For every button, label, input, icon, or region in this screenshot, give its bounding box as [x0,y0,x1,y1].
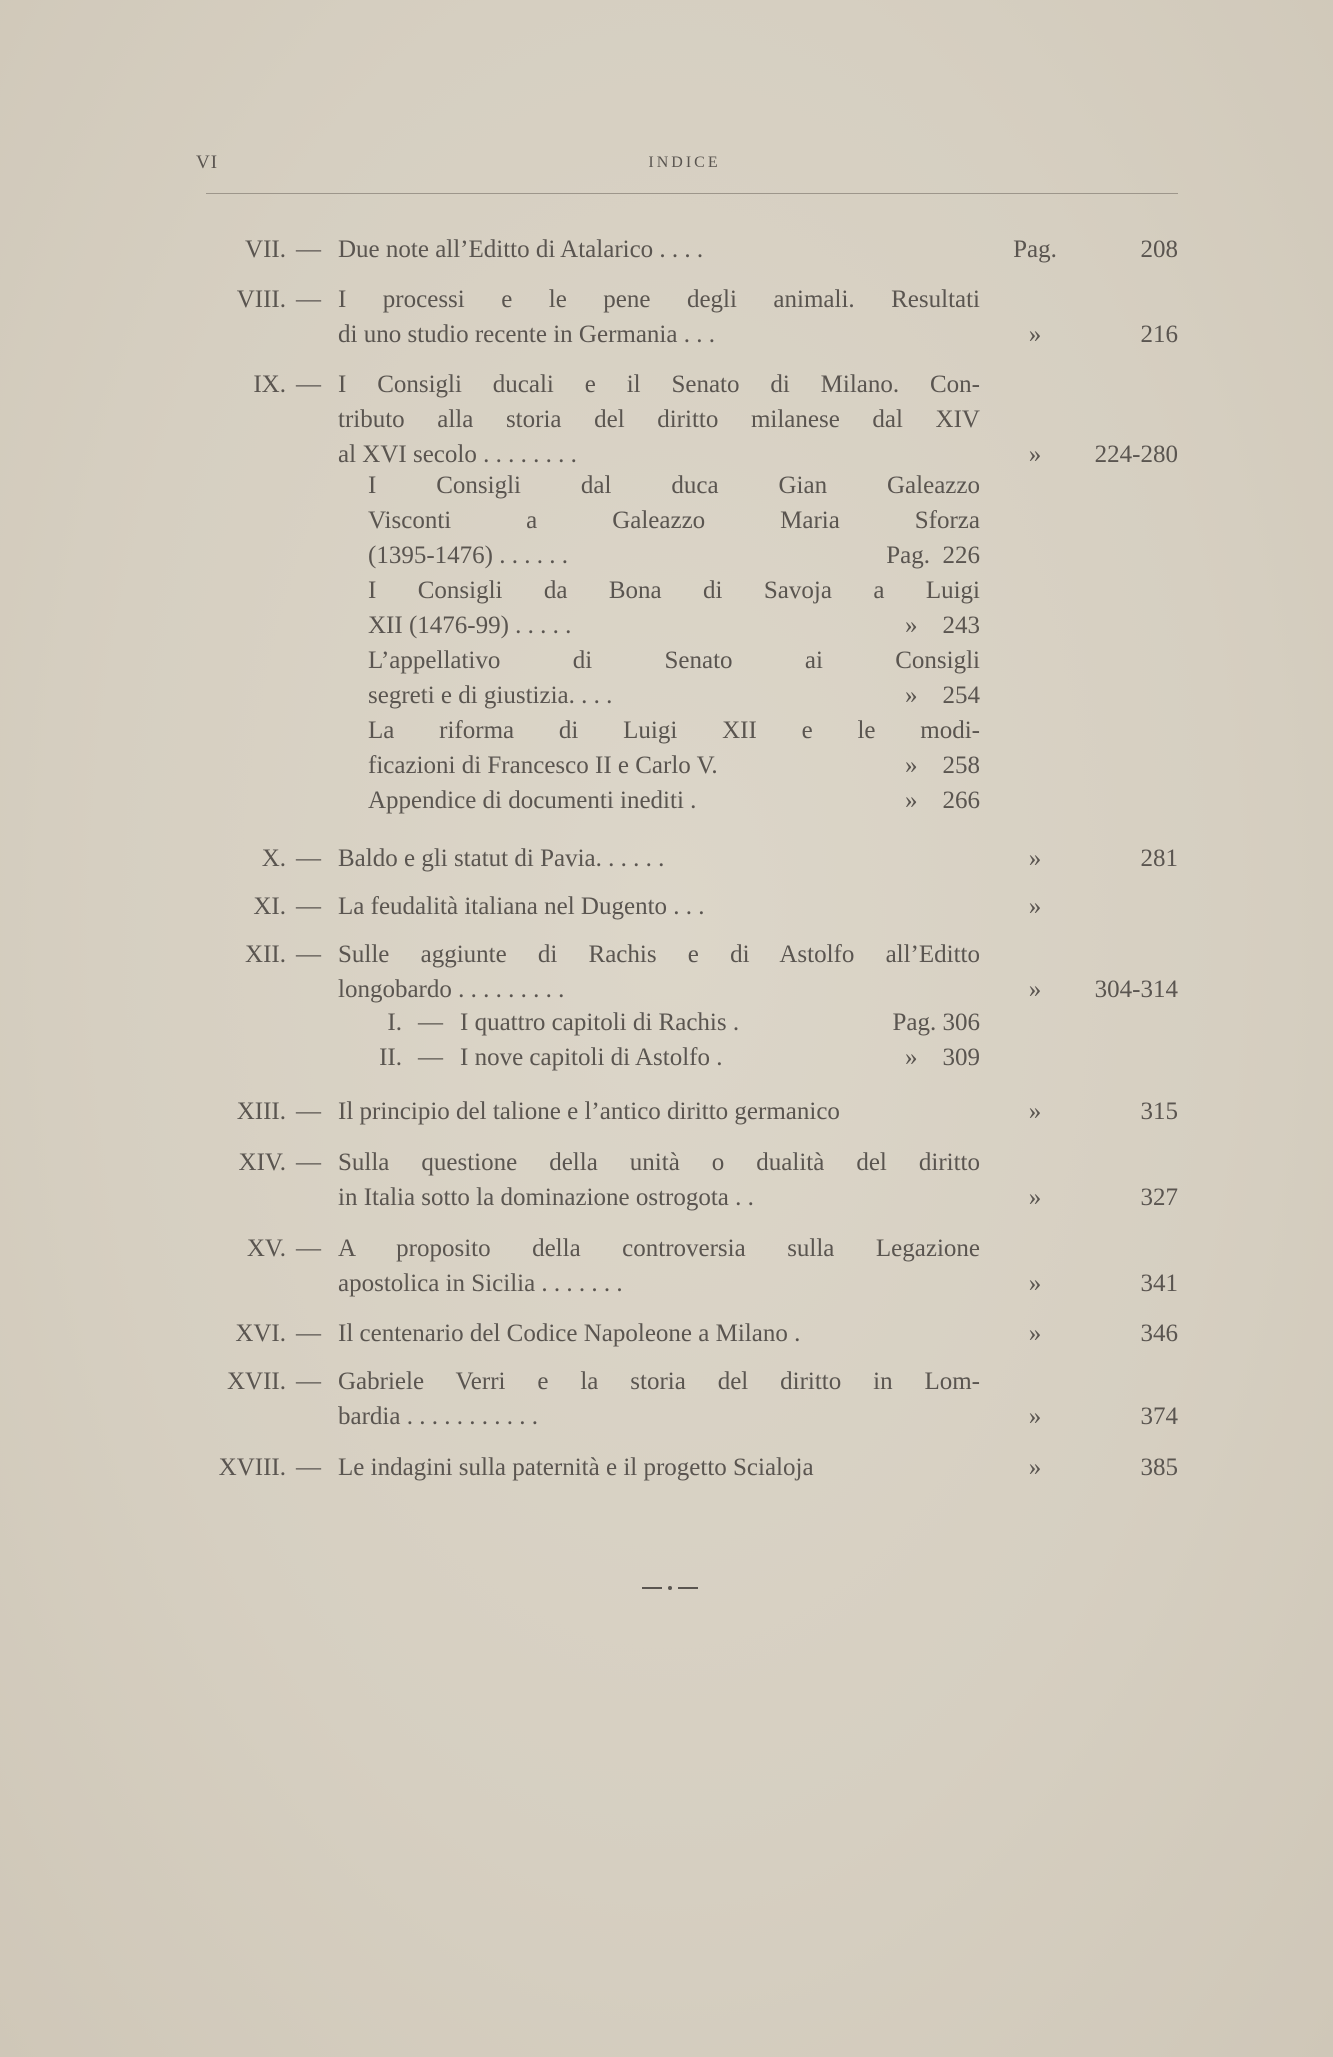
entry-number: X. [261,845,286,872]
entry-number: XIV. [238,1149,286,1176]
entry-dash: — [296,1368,321,1395]
subentry-line: La riforma di Luigi XII e le modi- [368,717,980,744]
entry-page-prefix: » [1028,1270,1042,1297]
subentry-title: I nove capitoli di Astolfo . [460,1044,723,1071]
entry-page-prefix: » [1028,1454,1042,1481]
subentry-dash: — [418,1009,443,1036]
entry-dash: — [296,845,321,872]
subentry-page [905,787,980,815]
entry-title-line: La feudalità italiana nel Dugento . . . [338,893,705,920]
subentry-line: Appendice di documenti inediti . [368,787,697,814]
page-number: VI [196,152,219,173]
xii-subentry [340,1044,980,1079]
subentry-page-prefix: » [905,752,918,779]
subentry-page-prefix: » [905,682,918,709]
end-ornament [640,1582,700,1594]
subentry-page-number: 306 [942,1009,980,1036]
entry-page-prefix: » [1028,1098,1042,1125]
running-title: INDICE [648,154,721,171]
entry-title-line: longobardo . . . . . . . . . [338,976,565,1003]
entry-number: XVII. [226,1368,286,1395]
entry-pages: 216 [1140,321,1178,348]
entry-title-line: I Consigli ducali e il Senato di Milano. Con- [338,371,980,398]
entry-dash: — [296,1235,321,1262]
entry-title-line: apostolica in Sicilia . . . . . . . [338,1270,623,1297]
subentry-line: I Consigli dal duca Gian Galeazzo [368,472,980,499]
subentry-dash: — [418,1044,443,1071]
entry-number: VIII. [236,286,286,313]
entry-page-prefix: » [1028,1320,1042,1347]
entry-page-prefix: » [1028,845,1042,872]
subentry-page-prefix: Pag. [892,1009,937,1036]
entry-pages: 281 [1140,845,1178,872]
subentry-line: segreti e di giustizia. . . . [368,682,613,709]
subentry-page-number: 258 [942,752,980,779]
entry-pages: 374 [1140,1403,1178,1430]
entry-page-prefix: Pag. [1013,236,1057,263]
subentry-page-number: 226 [942,542,980,569]
subentry-line: L’appellativo di Senato ai Consigli [368,647,980,674]
entry-title-line: A proposito della controversia sulla Legazione [338,1235,980,1262]
entry-pages: 208 [1140,236,1178,263]
subentry-page [893,1009,981,1037]
subentry-page-number: 254 [942,682,980,709]
entry-dash: — [296,1454,321,1481]
entry-dash: — [296,371,321,398]
subentry-page [905,682,980,710]
entry-title-line: Le indagini sulla paternità e il progetto Scialoja [338,1454,814,1481]
subentry-title: I quattro capitoli di Rachis . [460,1009,740,1036]
subentry-page-prefix: » [905,1044,918,1071]
subentry-page-prefix: » [905,787,918,814]
entry-title-line: Baldo e gli statut di Pavia. . . . . . [338,845,665,872]
subentry-page [905,752,980,780]
subentry-line: I Consigli da Bona di Savoja a Luigi [368,577,980,604]
entry-pages: 385 [1140,1454,1178,1481]
entry-number: XVIII. [218,1454,286,1481]
subentry-number: I. [387,1009,402,1036]
entry-number: XI. [253,893,286,920]
entry-title-line: di uno studio recente in Germania . . . [338,321,715,348]
subentry-page-number: 243 [942,612,980,639]
entry-pages: 224-280 [1094,441,1178,468]
subentry-page [905,1044,980,1072]
entry-title-line: Sulla questione della unità o dualità del diritto [338,1149,980,1176]
entry-page-prefix: » [1028,976,1042,1003]
subentry-number: II. [379,1044,402,1071]
entry-page-prefix: » [1028,441,1042,468]
entry-pages: 304-314 [1094,976,1178,1003]
ix-subentries [368,472,980,822]
xii-subentry [340,1009,980,1044]
entry-dash: — [296,1320,321,1347]
entry-number: XV. [246,1235,286,1262]
subentry-page [886,542,980,570]
subentry-page [905,612,980,640]
subentry-page-prefix: Pag. [886,542,930,569]
subentry-line: Visconti a Galeazzo Maria Sforza [368,507,980,534]
entry-title-line: I processi e le pene degli animali. Resultati [338,286,980,313]
entry-title-line: Sulle aggiunte di Rachis e di Astolfo all’Editto [338,941,980,968]
xii-subentries [340,1009,980,1079]
entry-title-line: Due note all’Editto di Atalarico . . . . [338,236,704,263]
entry-pages: 346 [1140,1320,1178,1347]
entry-pages: 315 [1140,1098,1178,1125]
entry-page-prefix: » [1028,321,1042,348]
entry-number: XIII. [236,1098,286,1125]
entry-dash: — [296,286,321,313]
subentry-page-number: 309 [942,1044,980,1071]
subentry-line: ficazioni di Francesco II e Carlo V. [368,752,718,779]
entry-dash: — [296,941,321,968]
entry-page-prefix: » [1028,893,1042,920]
subentry-page-prefix: » [905,612,918,639]
entry-title-line: tributo alla storia del diritto milanese dal XIV [338,406,980,433]
entry-title-line: al XVI secolo . . . . . . . . [338,441,577,468]
entry-page-prefix: » [1028,1184,1042,1211]
entry-number: XII. [245,941,286,968]
entry-dash: — [296,1098,321,1125]
entry-title-line: Il principio del talione e l’antico diritto germanico [338,1098,840,1125]
entry-title-line: Il centenario del Codice Napoleone a Milano . [338,1320,801,1347]
entry-pages: 341 [1140,1270,1178,1297]
entry-number: IX. [253,371,286,398]
entry-pages: 327 [1140,1184,1178,1211]
header-rule [206,193,1178,194]
entry-title-line: in Italia sotto la dominazione ostrogota . . [338,1184,754,1211]
page-header [196,152,1173,182]
entry-dash: — [296,236,321,263]
subentry-line: (1395-1476) . . . . . . [368,542,568,569]
entry-title-line: Gabriele Verri e la storia del diritto in Lom- [338,1368,980,1395]
entry-number: VII. [245,236,286,263]
entry-title-line: bardia . . . . . . . . . . . [338,1403,538,1430]
subentry-page-number: 266 [942,787,980,814]
entry-dash: — [296,893,321,920]
subentry-line: XII (1476-99) . . . . . [368,612,572,639]
entry-dash: — [296,1149,321,1176]
entry-number: XVI. [235,1320,286,1347]
entry-page-prefix: » [1028,1403,1042,1430]
